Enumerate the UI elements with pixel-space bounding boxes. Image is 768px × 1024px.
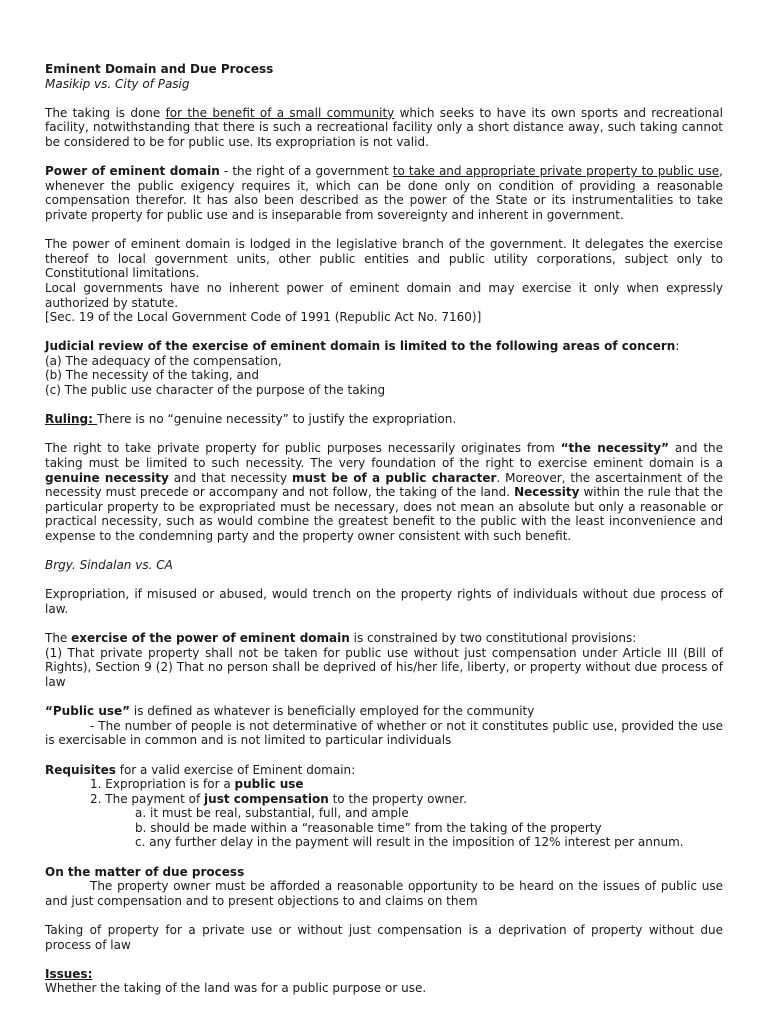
text-span: . Moreover, the ascertainment of the necessity must precede or accompany and not follow, the taking of the land. <box>45 470 724 500</box>
text-span: for a valid exercise of Eminent domain: <box>115 762 356 777</box>
issues-text: Whether the taking of the land was for a public purpose or use. <box>45 981 427 996</box>
text-span: - The number of people is not determinative of whether or not it constitutes public use, provided the use is exercisable in common and is not limited to particular individuals <box>45 718 723 748</box>
due-process-heading: On the matter of due process <box>45 864 245 879</box>
text-span: , whenever the public exigency requires it, which can be done only on condition of providing a reasonable compensation therefor. It has also been described as the power of the State or its instrumentalities to take private property for public use and is inseparable from sovereignty and inherent in government. <box>45 164 723 222</box>
paragraph-necessity <box>45 441 723 543</box>
sub-list-item: c. any further delay in the payment will result in the imposition of 12% interest per annum. <box>135 835 684 850</box>
bold-term: just compensation <box>204 791 329 806</box>
judicial-review-heading <box>45 339 723 354</box>
bold-term: genuine necessity <box>45 470 169 485</box>
text-span: is constrained by two constitutional provisions: <box>349 631 637 646</box>
text-span: The property owner must be afforded a reasonable opportunity to be heard on the issues of public use and just compensation and to present objections to and claims on them <box>45 879 723 908</box>
paragraph-small-community <box>45 106 723 150</box>
list-item: (b) The necessity of the taking, and <box>45 368 260 383</box>
text-span: within the rule that the particular property to be expropriated must be necessary, does not mean an absolute but only a reasonable or practical necessity, such as would combine the greatest benefit to the public with the least inconvenience and expense to the condemning party and the property owner consistent with such benefit. <box>45 485 724 543</box>
text-span: 1. Expropriation is for a <box>90 777 235 792</box>
text-span: and the taking must be limited to such necessity. The very foundation of the right to exercise eminent domain is a <box>45 441 724 471</box>
text-span: There is no “genuine necessity” to justify the expropriation. <box>97 412 457 427</box>
paragraph-provisions-list: (1) That private property shall not be taken for public use without just compensation under Article III (Bill of Rights), Section 9 (2) That no person shall be deprived of his/her life, liberty, or property without due process of law <box>45 645 723 689</box>
underlined-phrase: to take and appropriate private property to public use <box>392 164 720 179</box>
list-item <box>45 777 723 792</box>
paragraph-power-of-eminent-domain <box>45 164 723 222</box>
paragraph-public-use-note <box>45 719 723 748</box>
bold-term: “the necessity” <box>560 441 669 456</box>
bold-term: public use <box>234 777 304 792</box>
citation-local-government-code: [Sec. 19 of the Local Government Code of 1991 (Republic Act No. 7160)] <box>45 310 482 325</box>
text-span: to the property owner. <box>328 791 467 806</box>
document-body <box>45 62 723 996</box>
list-item: (c) The public use character of the purpose of the taking <box>45 383 386 398</box>
text-span: The <box>45 631 72 646</box>
issues-heading: Issues: <box>45 966 93 981</box>
paragraph-expropriation: Expropriation, if misused or abused, would trench on the property rights of individuals without due process of law. <box>45 587 723 616</box>
text-span: : <box>675 339 680 354</box>
bold-term: exercise of the power of eminent domain <box>71 631 350 646</box>
paragraph-private-use: Taking of property for a private use or without just compensation is a deprivation of property without due process of law <box>45 923 723 952</box>
paragraph-constitutional-provisions <box>45 631 723 646</box>
text-span: The right to take private property for public purposes necessarily originates from <box>45 441 561 456</box>
paragraph-legislative-branch: The power of eminent domain is lodged in the legislative branch of the government. It delegates the exercise thereof to local government units, other public entities and public utility corporations, subject only to Constitutional limitations. <box>45 237 723 281</box>
case-title-masikip: Masikip vs. City of Pasig <box>45 76 190 91</box>
bold-term: Necessity <box>514 485 580 500</box>
paragraph-public-use <box>45 704 723 719</box>
paragraph-due-process <box>45 879 723 908</box>
text-span: 2. The payment of <box>90 791 205 806</box>
text-span: The taking is done <box>45 105 166 120</box>
ruling-label: Ruling: <box>45 412 98 427</box>
text-span: and that necessity <box>168 470 293 485</box>
case-title-sindalan: Brgy. Sindalan vs. CA <box>45 558 173 573</box>
paragraph-local-governments: Local governments have no inherent power of eminent domain and may exercise it only when expressly authorized by statute. <box>45 280 723 310</box>
text-span: - the right of a government <box>219 164 393 179</box>
bold-term: Power of eminent domain <box>45 164 220 179</box>
text-span: which seeks to have its own sports and recreational facility, notwithstanding that there is such a recreational facility only a short distance away, such taking cannot be considered to be for public use. Its expropriation is not valid. <box>45 105 723 149</box>
text-span: is defined as whatever is beneficially employed for the community <box>130 704 535 719</box>
ruling-paragraph <box>45 412 723 427</box>
sub-list-item: a. it must be real, substantial, full, and ample <box>135 806 409 821</box>
requisites-heading <box>45 763 723 778</box>
underlined-phrase: for the benefit of a small community <box>165 105 395 120</box>
bold-term: Requisites <box>45 762 116 777</box>
list-item <box>45 792 723 807</box>
bold-heading: Judicial review of the exercise of eminent domain is limited to the following areas of concern <box>45 339 676 354</box>
sub-list-item: b. should be made within a “reasonable time” from the taking of the property <box>135 820 602 835</box>
bold-term: “Public use” <box>45 704 131 719</box>
list-item: (a) The adequacy of the compensation, <box>45 353 282 368</box>
document-title: Eminent Domain and Due Process <box>45 62 274 76</box>
bold-term: must be of a public character <box>292 470 497 485</box>
